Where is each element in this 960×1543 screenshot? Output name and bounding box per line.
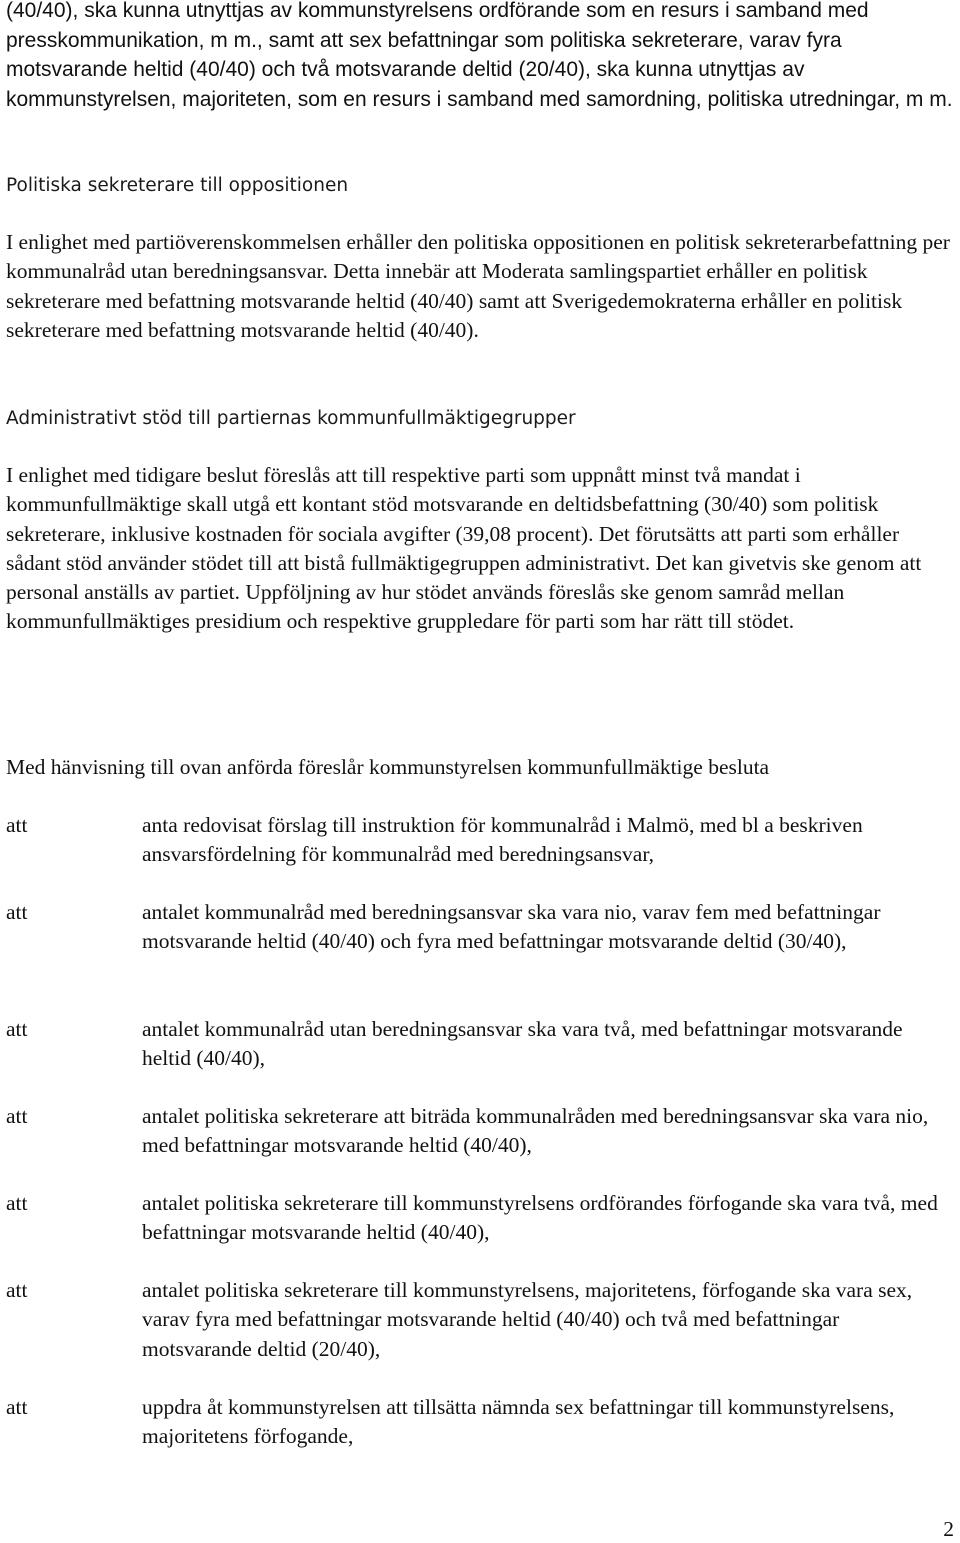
decision-marker: att [6, 1017, 28, 1041]
decision-text: uppdra åt kommunstyrelsen att tillsätta nämnda sex befattningar till kommunstyrelsens, majoritetens förfogande, [142, 1395, 895, 1449]
page-number: 2 [943, 1517, 954, 1541]
section-body-opposition: I enlighet med partiöverenskommelsen erhåller den politiska oppositionen en politisk sekreterarbefattning per kommunalråd utan beredningsansvar. Detta innebär att Moderata samlingspartiet erhåller en politisk sekreterare med befattning motsvarande heltid (40/40) samt att Sverigedemokraterna erhåller en politisk sekreterare med befattning motsvarande heltid (40/40). [6, 230, 950, 342]
decision-text: anta redovisat förslag till instruktion för kommunalråd i Malmö, med bl a beskriven ansvarsfördelning för kommunalråd med beredningsansvar, [142, 813, 863, 867]
section-heading-opposition: Politiska sekreterare till oppositionen [6, 175, 349, 196]
decision-marker: att [6, 1191, 28, 1215]
decision-text: antalet politiska sekreterare till kommunstyrelsens ordförandes förfogande ska vara två, med befattningar motsvarande heltid (40/40), [142, 1191, 938, 1245]
decision-text: antalet kommunalråd utan beredningsansvar ska vara två, med befattningar motsvarande heltid (40/40), [142, 1017, 903, 1071]
decision-marker: att [6, 813, 28, 837]
decision-marker: att [6, 1278, 28, 1302]
decision-marker: att [6, 1395, 28, 1419]
decision-text: antalet kommunalråd med beredningsansvar ska vara nio, varav fem med befattningar motsvarande heltid (40/40) och fyra med befattningar motsvarande deltid (30/40), [142, 900, 881, 954]
decision-marker: att [6, 1104, 28, 1128]
intro-paragraph: (40/40), ska kunna utnyttjas av kommunstyrelsens ordförande som en resurs i samband med presskommunikation, m m., samt att sex befattningar som politiska sekreterare, varav fyra motsvarande heltid (40/40) och två motsvarande deltid (20/40), ska kunna utnyttjas av kommunstyrelsen, majoriteten, som en resurs i samband med samordning, politiska utredningar, m m. [6, 0, 953, 111]
section-body-admin-support: I enlighet med tidigare beslut föreslås att till respektive parti som uppnått minst två mandat i kommunfullmäktige skall utgå ett kontant stöd motsvarande en deltidsbefattning (30/40) som politisk sekreterare, inklusive kostnaden för sociala avgifter (39,08 procent). Det förutsätts att parti som erhåller sådant stöd använder stödet till att bistå fullmäktigegruppen administrativt. Det kan givetvis ske genom att personal anställs av partiet. Uppföljning av hur stödet används föreslås ske genom samråd mellan kommunfullmäktiges presidium och respektive gruppledare för parti som har rätt till stödet. [6, 463, 922, 634]
decision-text: antalet politiska sekreterare till kommunstyrelsens, majoritetens, förfogande ska vara sex, varav fyra med befattningar motsvarande heltid (40/40) och två med befattningar motsvarande deltid (20/40), [142, 1278, 913, 1361]
decision-marker: att [6, 900, 28, 924]
section-heading-admin-support: Administrativt stöd till partiernas kommunfullmäktigegrupper [6, 408, 576, 429]
decision-text: antalet politiska sekreterare att biträda kommunalråden med beredningsansvar ska vara nio, med befattningar motsvarande heltid (40/40), [142, 1104, 929, 1158]
proposal-intro: Med hänvisning till ovan anförda föreslår kommunstyrelsen kommunfullmäktige besluta [6, 755, 770, 779]
